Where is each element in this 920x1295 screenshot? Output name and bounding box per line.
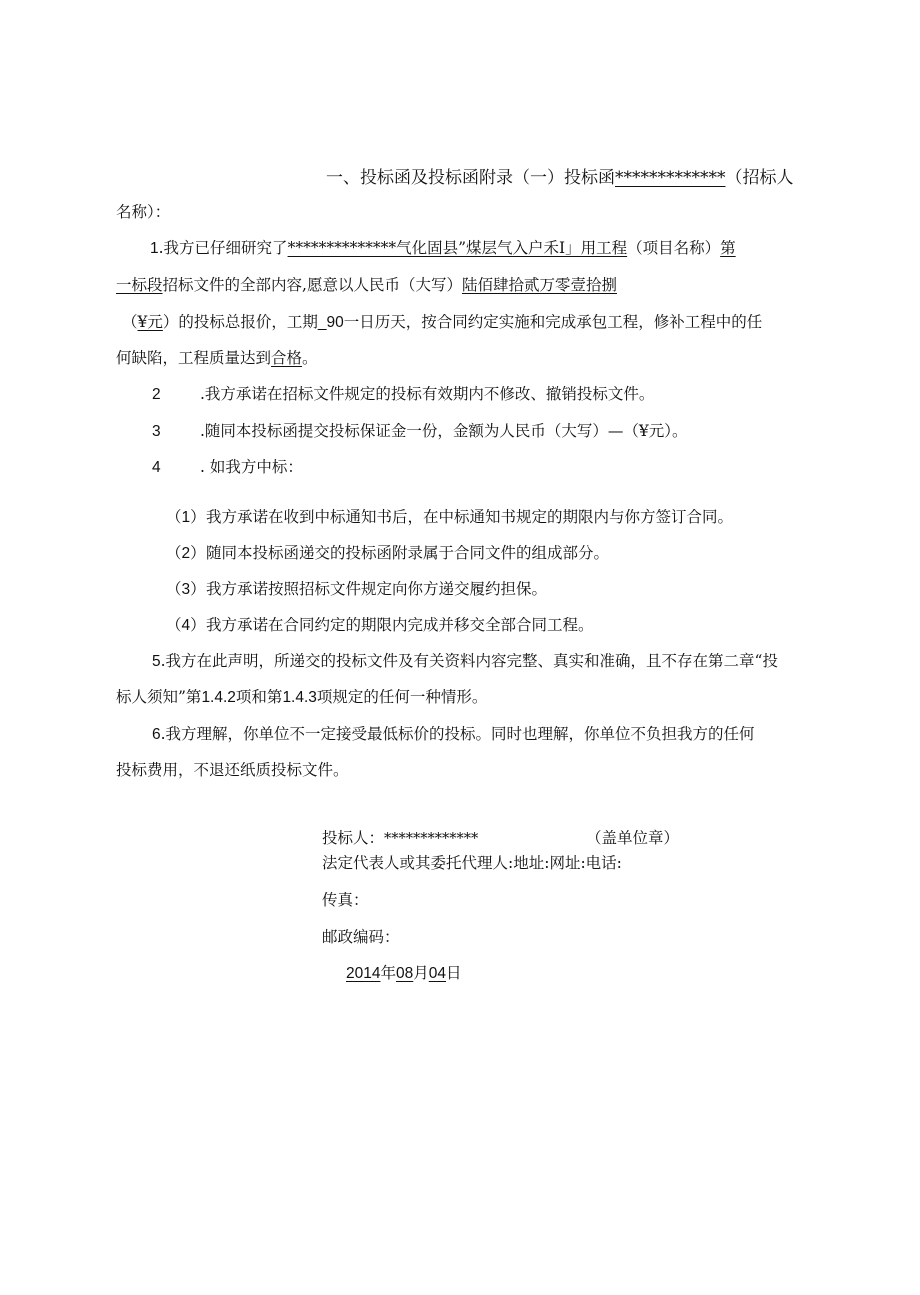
fax-line: 传真： (322, 891, 369, 909)
date-line: 2014年08月04日 (346, 964, 462, 982)
paragraph-3: 3 .随同本投标函提交投标保证金一份，金额为人民币（大写）—（¥元）。 (152, 422, 688, 440)
sub-item-4: （4）我方承诺在合同约定的期限内完成并移交全部合同工程。 (166, 616, 594, 634)
recipient-line2: 名称）： (116, 203, 171, 221)
title-line (326, 168, 794, 188)
date-month: 08 (396, 965, 414, 982)
paragraph-4: 4 . 如我方中标： (152, 458, 303, 476)
sub-item-3: （3）我方承诺按照招标文件规定向你方递交履约担保。 (166, 580, 548, 598)
paragraph-6-line2: 投标费用，不退还纸质投标文件。 (116, 761, 349, 779)
amount-figure: ¥元 (137, 313, 163, 331)
paragraph-5-line2: 标人须知”第1.4.2项和第1.4.3项规定的任何一种情形。 (116, 688, 488, 706)
bidder-value: ************* (384, 831, 479, 847)
recipient-suffix: （招标人 (725, 168, 794, 188)
section-name: 一标段 (116, 276, 163, 294)
recipient-blank: ************* (615, 168, 726, 188)
bidder-line (322, 828, 478, 849)
date-day: 04 (428, 965, 447, 982)
representative-line: 法定代表人或其委托代理人:地址:网址:电话: (322, 854, 622, 872)
paragraph-5-line1: 5.我方在此声明，所递交的投标文件及有关资料内容完整、真实和准确，且不存在第二章“投 (152, 652, 778, 670)
project-name: **************气化固县”煤层气入户禾I」用工程 (287, 239, 628, 257)
seal-note: （盖单位章） (586, 829, 680, 847)
paragraph-2: 2 .我方承诺在招标文件规定的投标有效期内不修改、撤销投标文件。 (152, 385, 655, 403)
sub-item-1: （1）我方承诺在收到中标通知书后，在中标通知书规定的期限内与你方签订合同。 (166, 508, 734, 526)
construction-days: _90 (317, 314, 344, 331)
date-year: 2014 (346, 965, 381, 982)
paragraph-6-line1: 6.我方理解，你单位不一定接受最低标价的投标。同时也理解，你单位不负担我方的任何 (152, 725, 755, 743)
paragraph-1-line3: （¥元）的投标总报价，工期_90一日历天，按合同约定实施和完成承包工程，修补工程中的任 (122, 313, 763, 331)
paragraph-1-line4: 何缺陷，工程质量达到合格。 (116, 349, 318, 367)
bidder-label: 投标人： (322, 829, 385, 847)
page-title: 一、投标函及投标函附录（一）投标函 (326, 168, 615, 188)
quality-standard: 合格 (271, 349, 303, 367)
paragraph-1-line2: 一标段招标文件的全部内容,愿意以人民币（大写）陆佰肆拾贰万零壹拾捌 (116, 276, 617, 294)
postal-code-line: 邮政编码： (322, 928, 400, 946)
amount-in-words: 陆佰肆拾贰万零壹拾捌 (461, 276, 617, 294)
paragraph-1-line1: 1.我方已仔细研究了**************气化固县”煤层气入户禾I」用工程（项目名称）第 (150, 239, 736, 257)
sub-item-2: （2）随同本投标函递交的投标函附录属于合同文件的组成部分。 (166, 544, 610, 562)
